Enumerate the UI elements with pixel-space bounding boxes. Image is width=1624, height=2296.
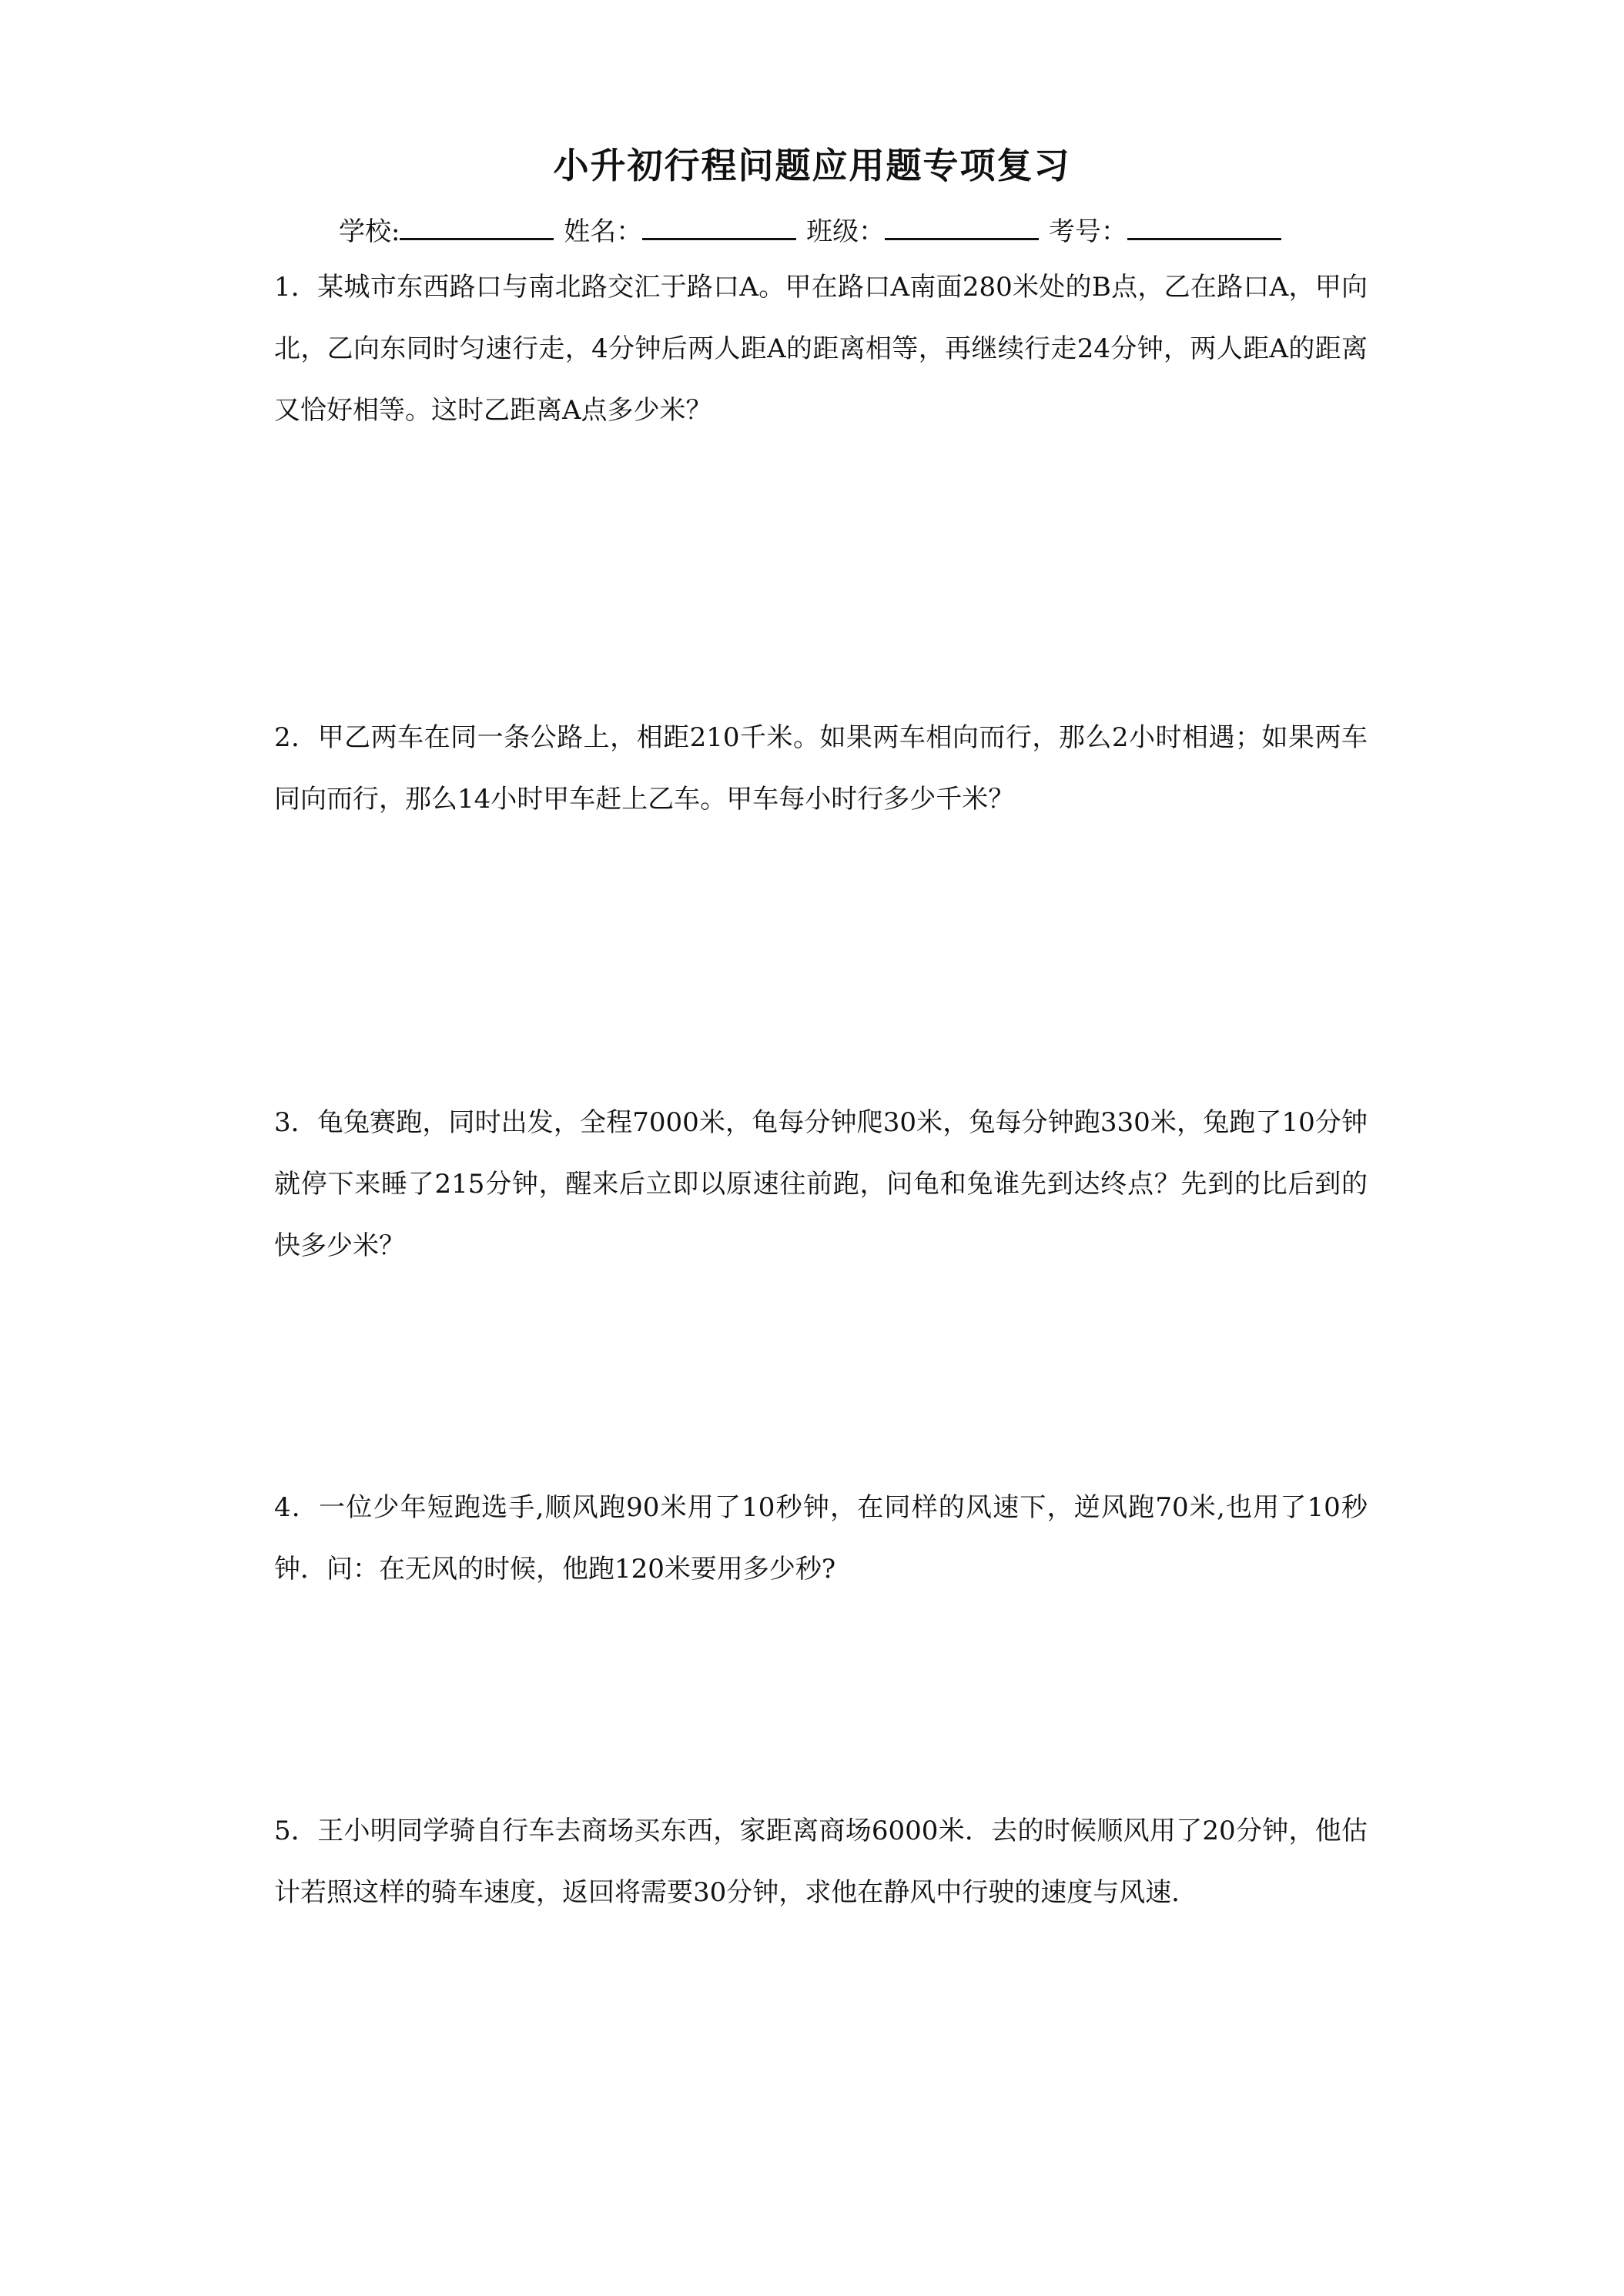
name-field xyxy=(564,212,798,251)
question-number: 4． xyxy=(274,1492,320,1523)
question-text: 王小明同学骑自行车去商场买东西，家距离商场6000米．去的时候顺风用了20分钟，他估计若照这样的骑车速度，返回将需要30分钟，求他在静风中行驶的速度与风速． xyxy=(274,1816,1368,1908)
question-1 xyxy=(274,256,1368,441)
question-5 xyxy=(274,1800,1368,1923)
name-label: 姓名： xyxy=(564,216,643,247)
school-field xyxy=(339,212,555,251)
question-text: 某城市东西路口与南北路交汇于路口A。甲在路口A南面280米处的B点，乙在路口A，甲向北，乙向东同时匀速行走，4分钟后两人距A的距离相等，再继续行走24分钟，两人距A的距离又恰好相等。这时乙距离A点多少米？ xyxy=(274,272,1368,426)
exam-no-field xyxy=(1049,212,1283,251)
question-4 xyxy=(274,1477,1368,1600)
student-info-line xyxy=(339,212,1340,251)
class-field xyxy=(806,212,1040,251)
page-title: 小升初行程问题应用题专项复习 xyxy=(553,145,1071,186)
question-number: 5． xyxy=(274,1816,318,1846)
name-blank[interactable] xyxy=(642,212,796,240)
exam-no-blank[interactable] xyxy=(1127,212,1281,240)
question-number: 2． xyxy=(274,722,318,753)
question-number: 1． xyxy=(274,272,318,303)
school-blank[interactable] xyxy=(400,212,554,240)
school-label: 学校: xyxy=(339,216,400,247)
question-number: 3． xyxy=(274,1107,317,1138)
question-text: 一位少年短跑选手,顺风跑90米用了10秒钟，在同样的风速下，逆风跑70米,也用了10秒钟．问：在无风的时候，他跑120米要用多少秒? xyxy=(274,1492,1368,1585)
question-3 xyxy=(274,1092,1368,1277)
class-blank[interactable] xyxy=(885,212,1039,240)
exam-no-label: 考号： xyxy=(1048,216,1127,247)
question-2 xyxy=(274,707,1368,830)
class-label: 班级： xyxy=(806,216,886,247)
question-text: 甲乙两车在同一条公路上，相距210千米。如果两车相向而行，那么2小时相遇；如果两车同向而行，那么14小时甲车赶上乙车。甲车每小时行多少千米？ xyxy=(274,722,1368,815)
question-text: 龟兔赛跑，同时出发，全程7000米，龟每分钟爬30米，兔每分钟跑330米，兔跑了10分钟就停下来睡了215分钟，醒来后立即以原速往前跑，问龟和兔谁先到达终点？先到的比后到的快多少米？ xyxy=(274,1107,1368,1261)
